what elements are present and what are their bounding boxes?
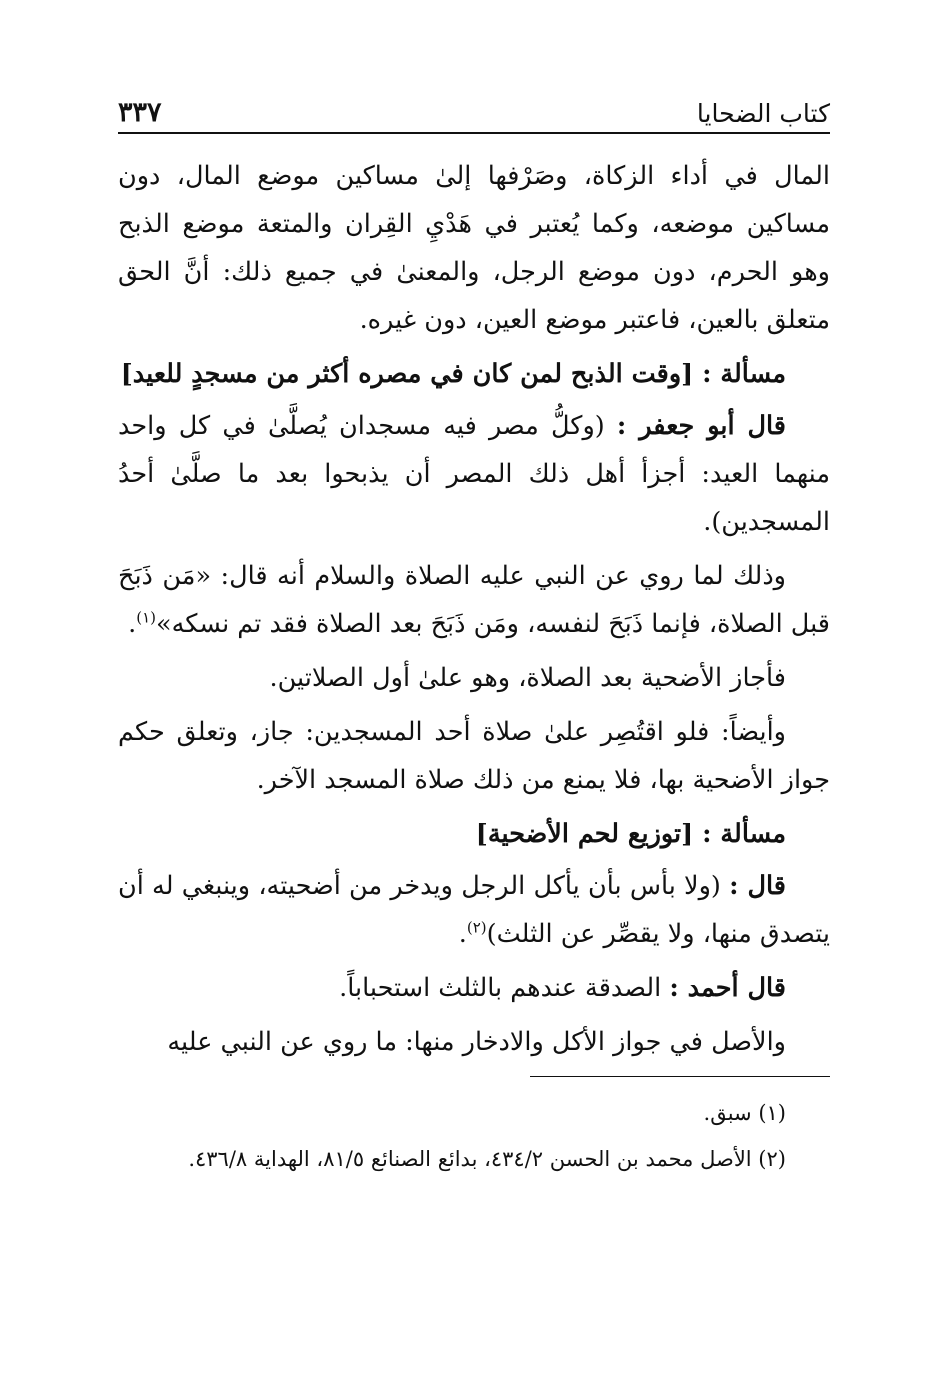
speaker-abu-jafar: قال أبو جعفر : (616, 411, 786, 441)
book-section-title: كتاب الضحايا (696, 99, 830, 128)
paragraph-3 (118, 552, 830, 648)
page (118, 84, 830, 1072)
section-heading-eid-timing: مسألة : [وقت الذبح لمن كان في مصره أكثر من مسجدٍ للعيد] (120, 359, 786, 389)
paragraph-4: فأجاز الأضحية بعد الصلاة، وهو علىٰ أول الصلاتين. (269, 663, 786, 693)
paragraph-7 (118, 964, 830, 1012)
commentary-text: الصدقة عندهم بالثلث استحباباً. (339, 973, 670, 1003)
paragraph-2 (118, 402, 830, 546)
paragraph-5: وأيضاً: فلو اقتُصِر علىٰ صلاة أحد المسجدين: جاز، وتعلق حكم جواز الأضحية بها، فلا يمنع من ذلك صلاة المسجد الآخر. (118, 717, 830, 795)
quote-text: (وكلُّ مصر فيه مسجدان يُصلَّىٰ في كل واحد منهما العيد: أجزأ أهل ذلك المصر أن يذبحوا بعد ما صلَّىٰ أحدُ المسجدين). (118, 411, 830, 537)
footnote-divider (530, 1076, 830, 1077)
speaker-ahmad: قال أحمد : (669, 973, 786, 1003)
section-heading-meat-distribution: مسألة : [توزيع لحم الأضحية] (475, 819, 786, 849)
main-text (118, 152, 830, 1066)
footnotes (118, 1092, 830, 1184)
paragraph-6-end: . (458, 919, 467, 949)
paragraph-8: والأصل في جواز الأكل والادخار منها: ما روي عن النبي عليه (167, 1027, 786, 1057)
footnote-ref-2[interactable]: (٢) (466, 918, 487, 937)
footnote-2: (٢) الأصل محمد بن الحسن ٤٣٤/٢، بدائع الصنائع ٨١/٥، الهداية ٤٣٦/٨. (188, 1147, 786, 1171)
footnote-1: (١) سبق. (703, 1101, 786, 1125)
paragraph-1: المال في أداء الزكاة، وصَرْفها إلىٰ مساكين موضع المال، دون مساكين موضعه، وكما يُعتبر في هَدْيِ القِران والمتعة موضع الذبح وهو الحرم، دون موضع الرجل، والمعنىٰ في جميع ذلك: أنَّ الحق متعلق بالعين، فاعتبر موضع العين، دون غيره. (118, 161, 830, 335)
footnote-ref-1[interactable]: (١) (136, 608, 156, 627)
speaker-qala: قال : (729, 871, 786, 901)
paragraph-3-end: . (128, 609, 137, 639)
paragraph-6 (118, 862, 830, 958)
quote-text: (ولا بأس بأن يأكل الرجل ويدخر من أضحيته، وينبغي له أن يتصدق منها، ولا يقصِّر عن الثلث) (118, 871, 830, 949)
running-header (118, 84, 830, 134)
hadith-text: وذلك لما روي عن النبي عليه الصلاة والسلام أنه قال: «مَن ذَبَحَ قبل الصلاة، فإنما ذَبَحَ لنفسه، ومَن ذَبَحَ بعد الصلاة فقد تم نسكه» (118, 561, 830, 639)
page-number: ٣٣٧ (118, 97, 162, 128)
